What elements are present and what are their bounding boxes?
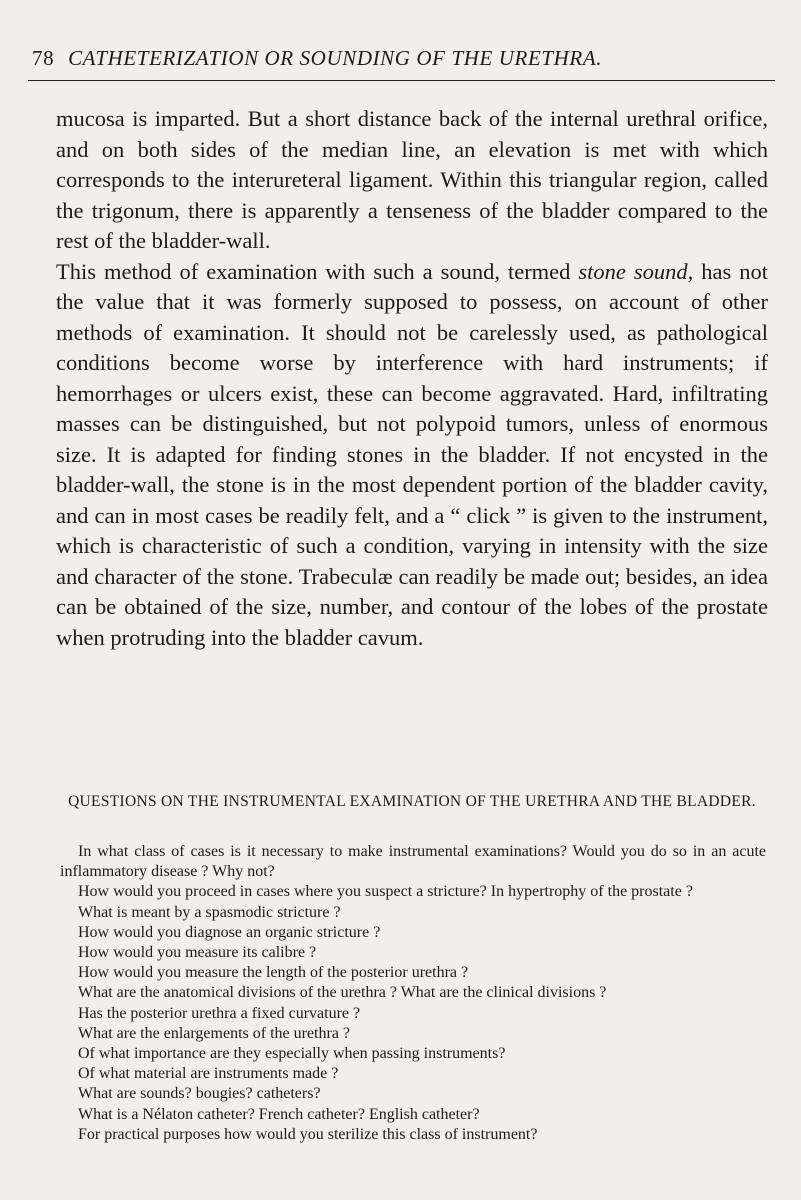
paragraph-1: mucosa is imparted. But a short distance back of the internal urethral orifice, and on both sides of the median line, an elevation is met with which corresponds to the interureteral ligament. Within this triangular region, called the trigonum, there is apparently a tenseness of the bladder compared to the rest of the bladder-wall.: [56, 106, 768, 253]
question-item: How would you diagnose an organic stricture ?: [78, 923, 381, 941]
question-item: How would you measure its calibre ?: [78, 944, 317, 962]
question-item: What are the anatomical divisions of the urethra ? What are the clinical divisions ?: [78, 984, 607, 1002]
running-header: [32, 46, 772, 71]
question-item: Of what material are instruments made ?: [78, 1065, 339, 1083]
question-item: How would you measure the length of the posterior urethra ?: [78, 964, 469, 982]
paragraph-2: [56, 257, 768, 654]
question-item: Of what importance are they especially when passing instruments?: [78, 1045, 506, 1063]
body-text: [56, 104, 768, 653]
stone-sound-term: stone sound,: [578, 258, 694, 284]
question-item: For practical purposes how would you sterilize this class of instrument?: [78, 1125, 538, 1143]
question-item: What are sounds? bougies? catheters?: [78, 1085, 321, 1103]
paragraph-2-start: This method of examination with such a sound, termed: [56, 258, 579, 284]
header-rule: [28, 80, 775, 81]
questions-heading: QUESTIONS ON THE INSTRUMENTAL EXAMINATION OF THE URETHRA AND THE BLADDER.: [68, 793, 756, 810]
question-item: What is a Nélaton catheter? French catheter? English catheter?: [78, 1105, 480, 1123]
question-item: Has the posterior urethra a fixed curvature ?: [78, 1004, 361, 1022]
questions-list: [60, 842, 766, 1145]
question-item: In what class of cases is it necessary to make instrumental examinations? Would you do so in an acute inflammatory disease ? Why not?: [60, 843, 766, 881]
question-item: What are the enlargements of the urethra ?: [78, 1024, 351, 1042]
page-number: 78: [32, 46, 55, 70]
question-item: How would you proceed in cases where you suspect a stricture? In hypertrophy of the prostate ?: [78, 883, 693, 901]
running-title: CATHETERIZATION OR SOUNDING OF THE URETHRA.: [68, 46, 603, 70]
paragraph-2-rest: has not the value that it was formerly supposed to possess, on account of other methods of examination. It should not be carelessly used, as pathological conditions become worse by interference with hard instruments; if hemorrhages or ulcers exist, these can become aggravated. Hard, infiltrating masses can be distinguished, but not polypoid tumors, unless of enormous size. It is adapted for finding stones in the bladder. If not encysted in the bladder-wall, the stone is in the most dependent portion of the bladder cavity, and can in most cases be readily felt, and a “ click ” is given to the instrument, which is characteristic of such a condition, varying in intensity with the size and character of the stone. Trabeculæ can readily be made out; besides, an idea can be obtained of the size, number, and contour of the lobes of the prostate when protruding into the bladder cavum.: [56, 258, 769, 650]
question-item: What is meant by a spasmodic stricture ?: [78, 903, 341, 921]
